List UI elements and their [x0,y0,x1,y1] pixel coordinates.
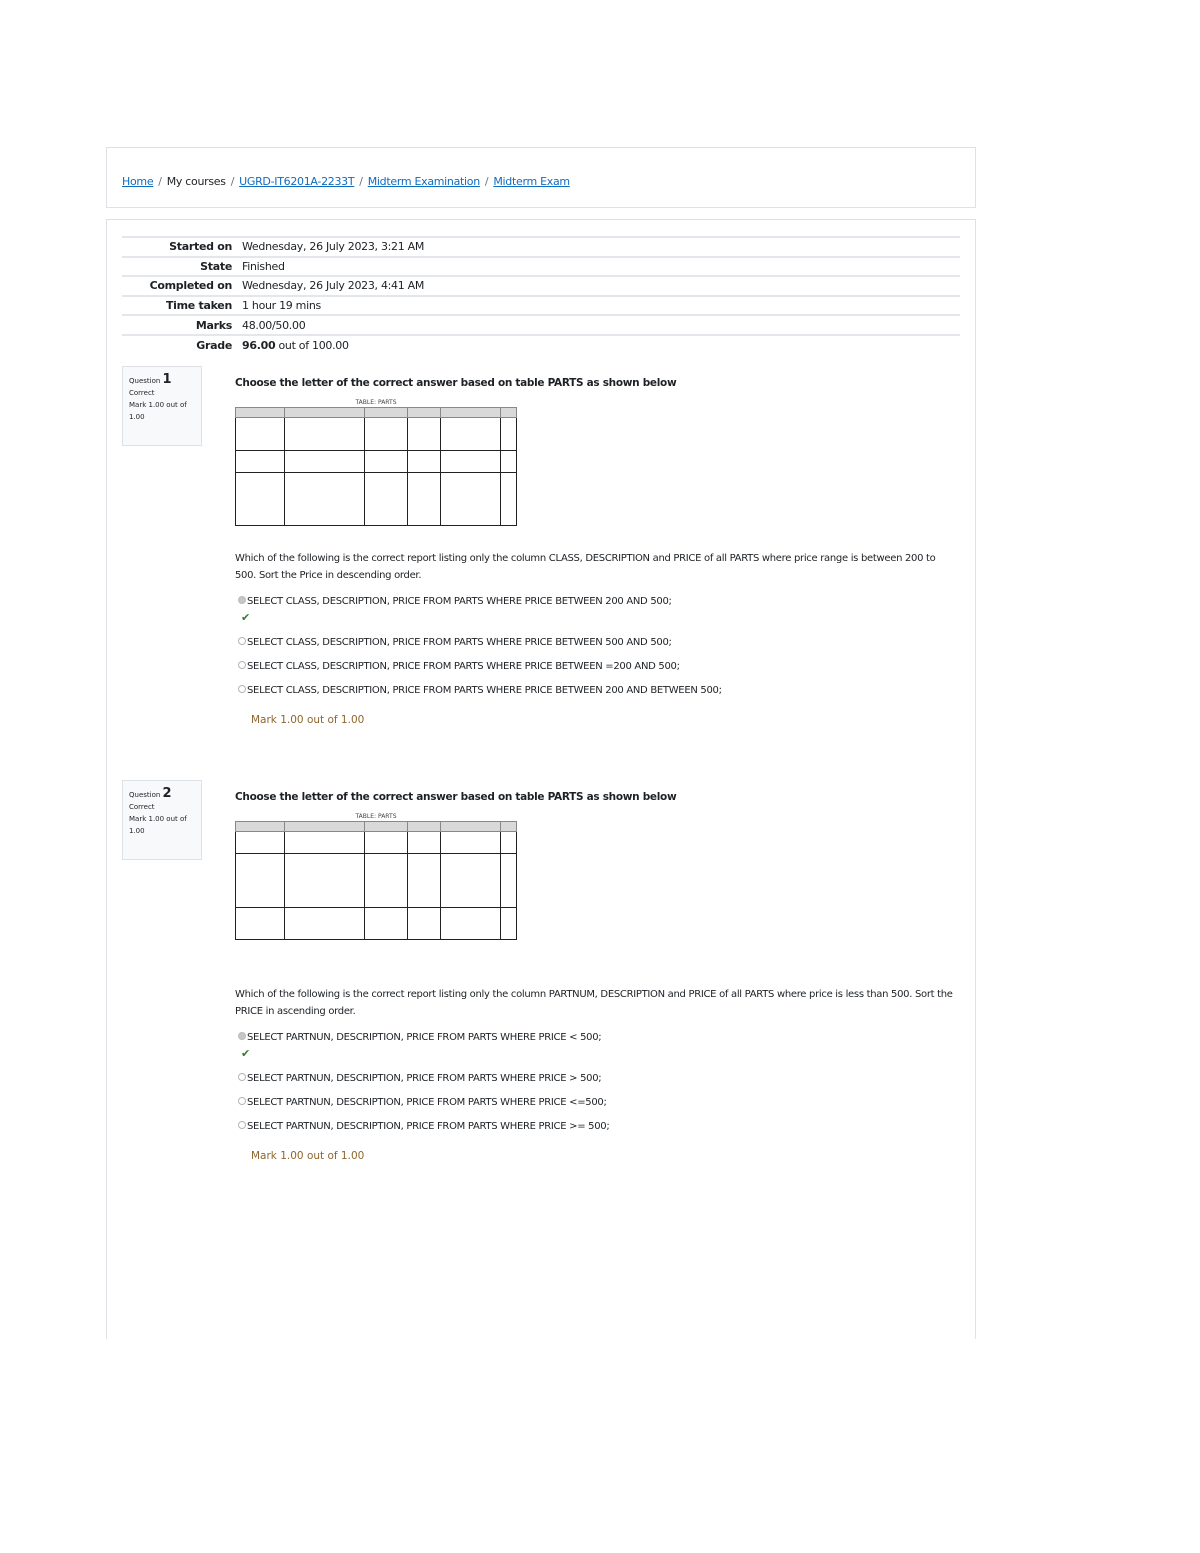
question-2-prompt: Which of the following is the correct report listing only the column PARTNUM, DESCRIPTION and PRICE of all PARTS where price is less than 500. Sort the PRICE in ascending order. [235,989,953,1017]
summary-value: Wednesday, 26 July 2023, 3:21 AM [242,240,425,254]
question-2-option[interactable] [238,1121,609,1132]
breadcrumb-my-courses: My courses [166,175,226,188]
summary-value: Wednesday, 26 July 2023, 4:41 AM [242,279,425,293]
radio-unselected[interactable] [238,1073,246,1081]
summary-row [122,276,960,296]
question-label: Question [129,377,161,385]
breadcrumb-card [106,147,976,208]
question-1-option[interactable] [238,661,680,672]
question-number: 1 [162,372,172,387]
table-caption: TABLE: PARTS [355,813,397,820]
summary-row [122,257,960,277]
summary-row [122,296,960,316]
correct-check-icon: ✔ [241,611,251,624]
option-text: SELECT PARTNUN, DESCRIPTION, PRICE FROM PARTS WHERE PRICE < 500; [247,1032,602,1043]
summary-label: Time taken [165,299,232,313]
summary-row [122,335,960,355]
grade-value: 96.00 [242,338,276,352]
breadcrumb-separator: / [230,175,235,188]
radio-unselected[interactable] [238,1097,246,1105]
summary-label: Started on [169,240,232,254]
question-2-option[interactable] [238,1073,601,1084]
breadcrumb-separator: / [359,175,363,188]
breadcrumb-course-link[interactable]: UGRD-IT6201A-2233T [239,175,355,188]
parts-table [235,821,517,940]
radio-unselected[interactable] [238,661,246,669]
question-2-option[interactable] [238,1097,607,1108]
breadcrumb-separator: / [484,175,489,188]
option-text: SELECT PARTNUN, DESCRIPTION, PRICE FROM PARTS WHERE PRICE >= 500; [247,1121,610,1132]
grade-out-of: out of 100.00 [275,338,349,352]
quiz-review-card [106,219,976,1339]
parts-table [235,407,517,526]
question-1-text: Choose the letter of the correct answer based on table PARTS as shown below [235,377,677,389]
question-status: Correct [129,803,155,811]
question-1-parts-table-image [235,398,517,526]
question-2-feedback: Mark 1.00 out of 1.00 [251,1150,365,1162]
question-1-feedback: Mark 1.00 out of 1.00 [251,714,365,726]
breadcrumb-home-link[interactable]: Home [122,175,154,188]
radio-selected[interactable] [238,1032,246,1040]
summary-row [122,315,960,335]
question-mark: Mark 1.00 out of 1.00 [129,401,187,421]
question-1-prompt: Which of the following is the correct report listing only the column CLASS, DESCRIPTION and PRICE of all PARTS where price range is between 200 to 500. Sort the Price in descending order. [235,553,936,581]
question-1-info [122,366,202,446]
question-1-option[interactable] [238,596,672,607]
radio-unselected[interactable] [238,637,246,645]
breadcrumb-separator: / [158,175,162,188]
question-2-option[interactable] [238,1032,601,1043]
question-number: 2 [162,786,172,801]
breadcrumb-quiz-link[interactable]: Midterm Exam [493,175,570,188]
breadcrumb [122,175,570,188]
question-mark: Mark 1.00 out of 1.00 [129,815,187,835]
option-text: SELECT PARTNUN, DESCRIPTION, PRICE FROM PARTS WHERE PRICE <=500; [247,1097,607,1108]
summary-label: Grade [196,338,232,352]
summary-label: Completed on [149,279,232,293]
option-text: SELECT CLASS, DESCRIPTION, PRICE FROM PARTS WHERE PRICE BETWEEN 500 AND 500; [247,637,672,648]
question-2-parts-table-image [235,812,517,940]
summary-row [122,237,960,257]
radio-selected[interactable] [238,596,246,604]
summary-value: Finished [242,259,285,273]
option-text: SELECT PARTNUN, DESCRIPTION, PRICE FROM PARTS WHERE PRICE > 500; [247,1073,602,1084]
question-status: Correct [129,389,155,397]
radio-unselected[interactable] [238,685,246,693]
summary-value: 48.00/50.00 [242,318,306,332]
question-2-text: Choose the letter of the correct answer based on table PARTS as shown below [235,791,677,803]
summary-label: Marks [195,318,232,332]
option-text: SELECT CLASS, DESCRIPTION, PRICE FROM PARTS WHERE PRICE BETWEEN =200 AND 500; [247,661,680,672]
table-caption: TABLE: PARTS [355,399,397,406]
summary-value [242,335,960,355]
option-text: SELECT CLASS, DESCRIPTION, PRICE FROM PARTS WHERE PRICE BETWEEN 200 AND 500; [247,596,672,607]
attempt-summary-table [122,236,960,355]
summary-label: State [200,259,232,273]
question-1-option[interactable] [238,685,722,696]
question-2-info [122,780,202,860]
radio-unselected[interactable] [238,1121,246,1129]
correct-check-icon: ✔ [241,1047,251,1060]
breadcrumb-section-link[interactable]: Midterm Examination [367,175,480,188]
question-1-option[interactable] [238,637,672,648]
question-label: Question [129,791,161,799]
option-text: SELECT CLASS, DESCRIPTION, PRICE FROM PARTS WHERE PRICE BETWEEN 200 AND BETWEEN 500; [247,685,722,696]
summary-value: 1 hour 19 mins [242,299,321,313]
